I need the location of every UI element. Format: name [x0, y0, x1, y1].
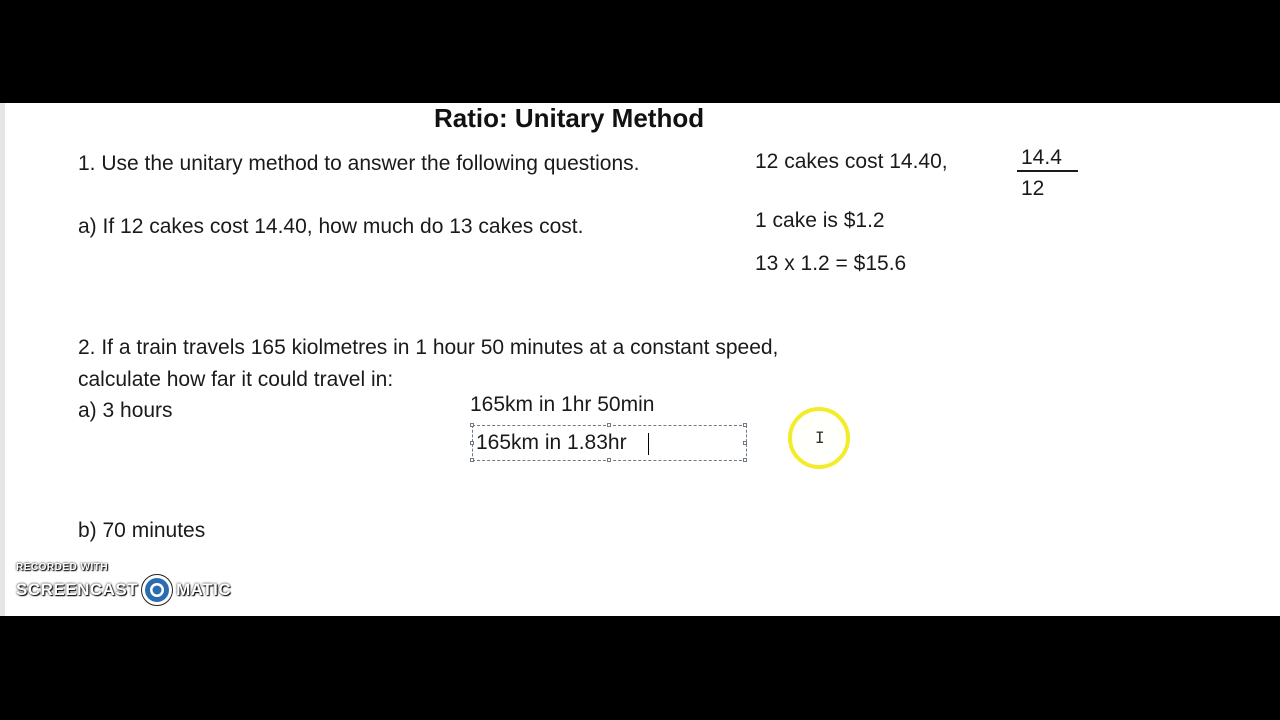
resize-handle-bottom[interactable] — [607, 458, 611, 462]
fraction-bar — [1017, 170, 1078, 172]
resize-handle-top-right[interactable] — [743, 423, 747, 427]
resize-handle-left[interactable] — [470, 441, 474, 445]
slide-left-border — [0, 103, 5, 616]
question-2-line-1[interactable]: 2. If a train travels 165 kiolmetres in 1 hour 50 minutes at a constant speed, — [78, 336, 779, 359]
working-1-line-1[interactable]: 12 cakes cost 14.40, — [755, 150, 948, 173]
resize-handle-bottom-left[interactable] — [470, 458, 474, 462]
watermark-word-left: SCREENCAST — [16, 580, 139, 599]
question-1a-text[interactable]: a) If 12 cakes cost 14.40, how much do 13 cakes cost. — [78, 215, 584, 238]
screencast-logo-icon — [140, 573, 174, 607]
watermark-recorded-with: RECORDED WITH — [16, 562, 109, 573]
active-text-box[interactable] — [472, 425, 747, 461]
question-2b-text[interactable]: b) 70 minutes — [78, 519, 206, 542]
resize-handle-right[interactable] — [743, 441, 747, 445]
question-1-text[interactable]: 1. Use the unitary method to answer the following questions. — [78, 152, 640, 175]
working-1-line-2[interactable]: 1 cake is $1.2 — [755, 209, 885, 232]
watermark-word-right: MATIC — [176, 580, 232, 599]
screencast-watermark — [16, 562, 232, 604]
slide-canvas[interactable] — [0, 103, 1280, 616]
question-2-line-2[interactable]: calculate how far it could travel in: — [78, 368, 394, 391]
working-1-line-3[interactable]: 13 x 1.2 = $15.6 — [755, 252, 907, 275]
resize-handle-top-left[interactable] — [470, 423, 474, 427]
text-caret — [648, 433, 649, 455]
resize-handle-bottom-right[interactable] — [743, 458, 747, 462]
text-box-value[interactable]: 165km in 1.83hr — [476, 431, 627, 454]
fraction-numerator[interactable]: 14.4 — [1021, 146, 1062, 169]
question-2a-text[interactable]: a) 3 hours — [78, 399, 173, 422]
fraction-denominator[interactable]: 12 — [1021, 177, 1045, 200]
slide-title[interactable]: Ratio: Unitary Method — [434, 103, 705, 133]
text-cursor-icon: I — [815, 428, 825, 447]
resize-handle-top[interactable] — [607, 423, 611, 427]
working-2-line-1[interactable]: 165km in 1hr 50min — [470, 393, 655, 416]
